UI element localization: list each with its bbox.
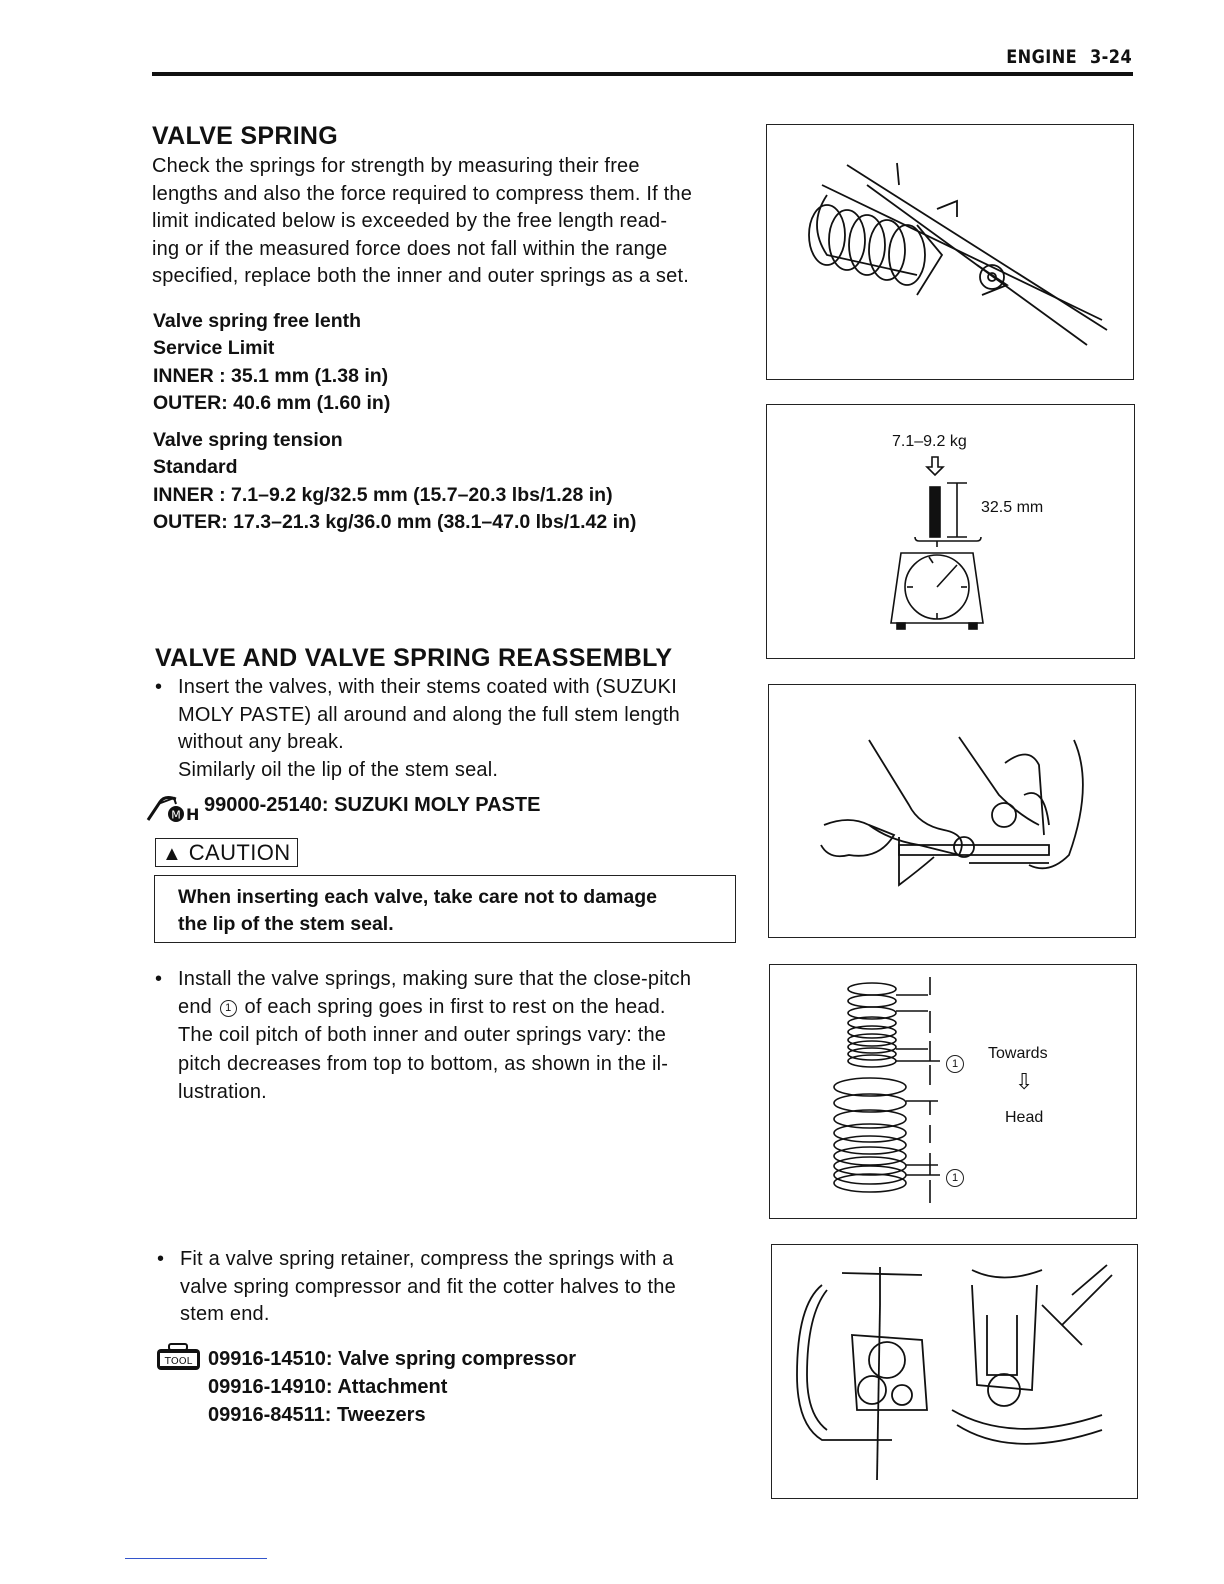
spec-outer: OUTER: 17.3–21.3 kg/36.0 mm (38.1–47.0 lbs/1.42 in)	[153, 510, 637, 533]
bullet-icon: •	[155, 676, 163, 698]
list-item	[153, 965, 743, 1106]
bullet-line: MOLY PASTE) all around and along the full stem length	[178, 703, 680, 726]
tool-item: 09916-84511: Tweezers	[208, 1404, 426, 1426]
tool-icon-label: TOOL	[164, 1356, 193, 1367]
text-fragment: of each spring goes in first to rest on the head.	[244, 996, 666, 1019]
down-arrow-icon: ⇩	[1015, 1069, 1034, 1094]
reference-marker: 1	[220, 1000, 237, 1017]
towards-label: Towards	[988, 1045, 1048, 1062]
list-item	[155, 1246, 745, 1329]
bullet-line: stem end.	[180, 1303, 270, 1325]
caution-line: the lip of the stem seal.	[178, 913, 394, 935]
reassembly-title: VALVE AND VALVE SPRING REASSEMBLY	[155, 644, 673, 672]
spec-subheading: Standard	[153, 456, 238, 479]
valve-spring-compressor-illustration	[772, 1245, 1137, 1498]
page-number: 3-24	[1089, 46, 1132, 68]
paragraph-line: specified, replace both the inner and outer springs as a set.	[152, 265, 689, 287]
page-header	[1006, 46, 1132, 68]
bullet-line: lustration.	[178, 1080, 267, 1103]
svg-text:H: H	[186, 805, 200, 824]
caution-label-box	[155, 838, 298, 867]
text-fragment: end	[178, 996, 212, 1019]
spring-compressor-figure	[771, 1244, 1138, 1499]
paragraph-line: ing or if the measured force does not fall within the range	[152, 237, 668, 260]
header-rule	[152, 72, 1133, 76]
valve-spring-title: VALVE SPRING	[152, 122, 339, 150]
spec-outer: OUTER: 40.6 mm (1.60 in)	[153, 391, 391, 414]
caution-text	[178, 884, 657, 938]
length-label: 32.5 mm	[981, 499, 1044, 516]
close-pitch-marker-upper: 1	[946, 1055, 964, 1073]
list-item	[153, 674, 743, 784]
bullet-line: Install the valve springs, making sure that the close-pitch	[178, 968, 692, 990]
bullet-line: Similarly oil the lip of the stem seal.	[178, 758, 499, 781]
tool-item: 09916-14910: Attachment	[208, 1376, 448, 1398]
hands-inserting-valve-illustration	[769, 685, 1135, 937]
moly-paste-part: 99000-25140: SUZUKI MOLY PASTE	[204, 794, 541, 816]
paragraph-line: lengths and also the force required to compress them. If the	[152, 182, 693, 205]
spec-inner: INNER : 7.1–9.2 kg/32.5 mm (15.7–20.3 lbs/1.28 in)	[153, 483, 613, 506]
warning-icon: ▲	[162, 843, 183, 865]
tool-item: 09916-14510: Valve spring compressor	[208, 1348, 576, 1370]
spec-inner: INNER : 35.1 mm (1.38 in)	[153, 364, 389, 387]
bullet-icon: •	[157, 1248, 165, 1270]
force-label: 7.1–9.2 kg	[892, 433, 967, 450]
tension-spec	[153, 427, 636, 536]
bullet-line: valve spring compressor and fit the cotter halves to the	[180, 1275, 676, 1298]
bullet-line: pitch decreases from top to bottom, as shown in the il-	[178, 1052, 669, 1075]
tool-icon	[155, 1342, 203, 1372]
spec-heading: Valve spring free lenth	[153, 310, 362, 332]
tension-figure	[766, 404, 1135, 659]
tool-list	[208, 1345, 576, 1429]
bullet-line: The coil pitch of both inner and outer springs vary: the	[178, 1024, 667, 1047]
caution-line: When inserting each valve, take care not to damage	[178, 886, 657, 908]
bullet-line: Insert the valves, with their stems coated with (SUZUKI	[178, 676, 677, 698]
bullet-insert-valves	[153, 674, 743, 784]
head-label: Head	[1005, 1109, 1044, 1126]
bullet-line: without any break.	[178, 731, 344, 753]
spec-subheading: Service Limit	[153, 337, 275, 360]
paragraph-line: limit indicated below is exceeded by the free length read-	[152, 210, 668, 232]
close-pitch-marker-lower: 1	[946, 1169, 964, 1187]
bullet-line	[178, 993, 743, 1021]
spring-pitch-illustration	[770, 965, 1136, 1218]
caliper-figure	[766, 124, 1134, 380]
footer-link-rule	[125, 1558, 267, 1559]
spring-pitch-figure	[769, 964, 1137, 1219]
caution-body	[154, 875, 736, 943]
spring-scale-illustration	[767, 405, 1134, 658]
valve-spring-paragraph	[152, 153, 742, 291]
caution-label: CAUTION	[188, 840, 291, 865]
section-name: ENGINE	[1006, 46, 1078, 68]
bullet-install-springs	[153, 965, 743, 1106]
moly-icon-letter: M	[171, 808, 181, 822]
spec-heading: Valve spring tension	[153, 429, 343, 451]
bullet-icon: •	[155, 968, 163, 990]
paragraph-line: Check the springs for strength by measuring their free	[152, 155, 640, 177]
moly-paste-icon	[146, 790, 201, 824]
valve-insertion-figure	[768, 684, 1136, 938]
bullet-fit-retainer	[155, 1246, 745, 1329]
bullet-line: Fit a valve spring retainer, compress the springs with a	[180, 1248, 674, 1270]
caliper-measuring-spring-illustration	[767, 125, 1133, 379]
free-length-spec	[153, 308, 390, 417]
